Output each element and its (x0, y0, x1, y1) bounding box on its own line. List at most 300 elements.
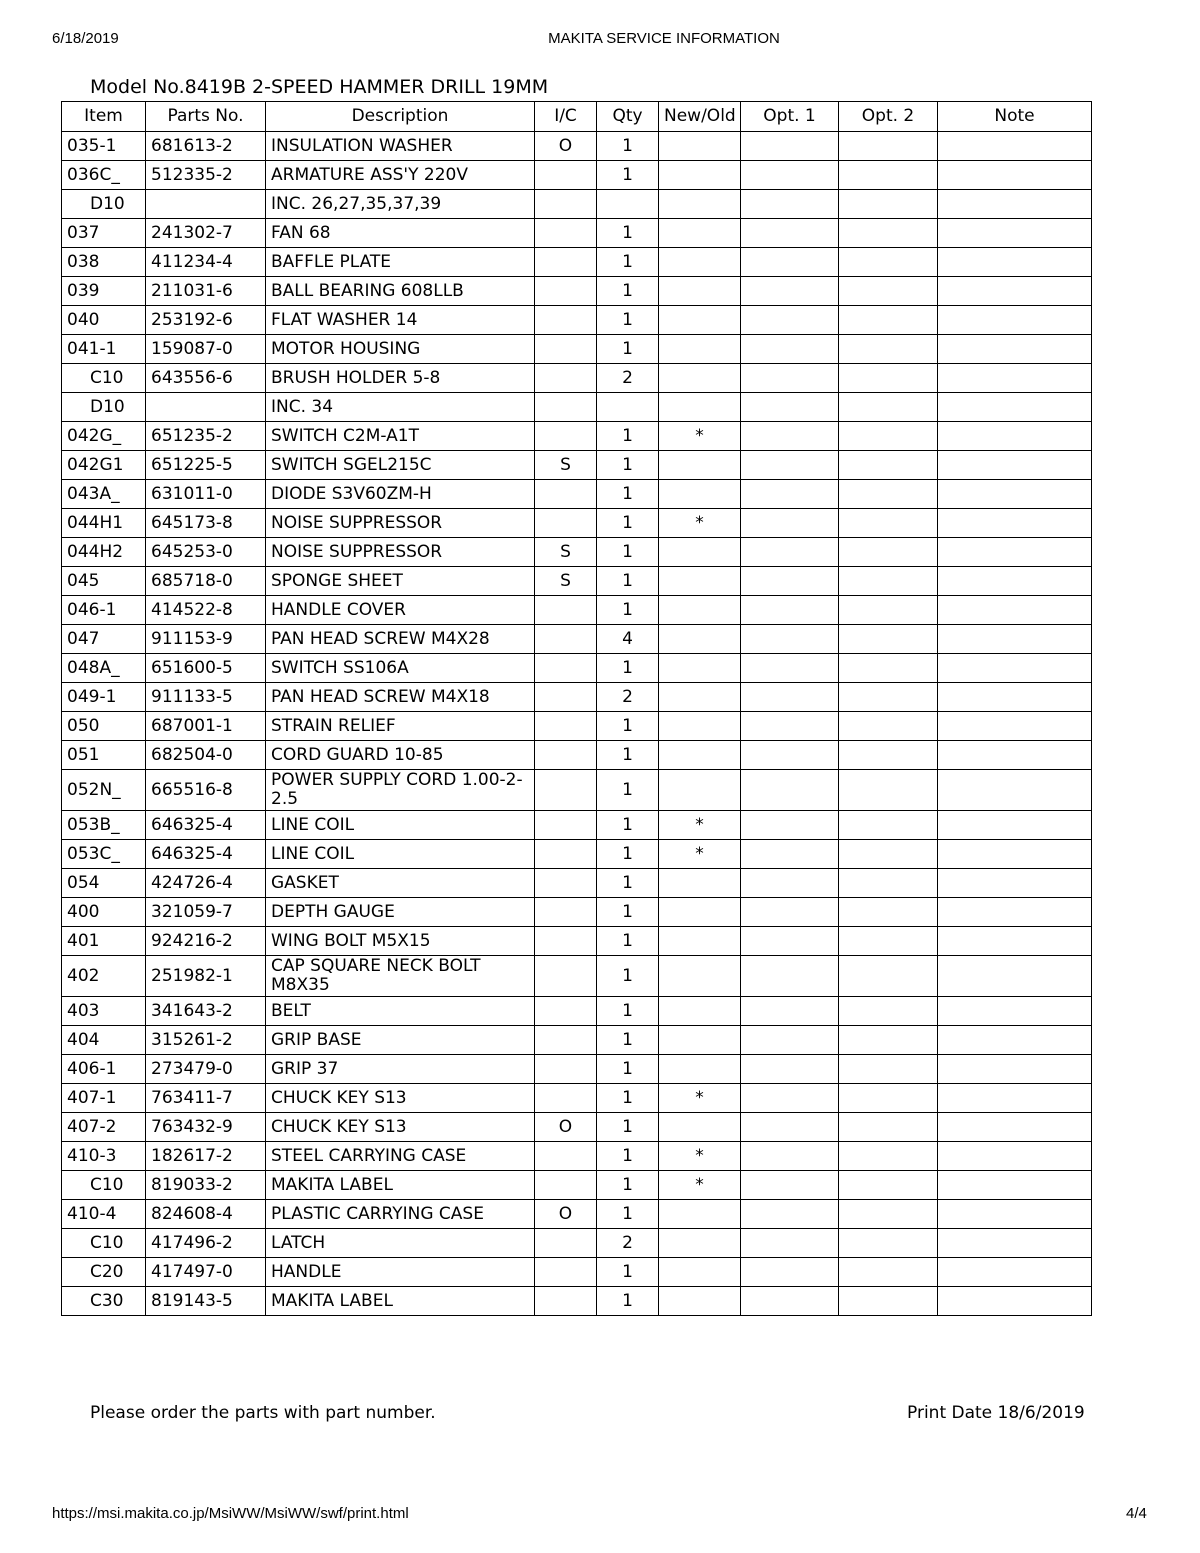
cell-new-old (659, 1287, 741, 1316)
cell-ic (535, 840, 597, 869)
cell-item: 053B_ (62, 811, 146, 840)
table-row (62, 741, 1092, 770)
cell-parts-no: 631011-0 (146, 480, 266, 509)
page-url: https://msi.makita.co.jp/MsiWW/MsiWW/swf/print.html (52, 1505, 409, 1522)
cell-parts-no: 321059-7 (146, 898, 266, 927)
cell-opt2 (839, 898, 938, 927)
cell-ic (535, 1171, 597, 1200)
cell-note (938, 1171, 1092, 1200)
cell-description: POWER SUPPLY CORD 1.00-2-2.5 (266, 770, 535, 811)
cell-note (938, 480, 1092, 509)
cell-qty: 1 (597, 538, 659, 567)
cell-parts-no: 251982-1 (146, 956, 266, 997)
cell-note (938, 625, 1092, 654)
cell-item: 054 (62, 869, 146, 898)
cell-opt1 (741, 335, 839, 364)
cell-opt1 (741, 248, 839, 277)
cell-note (938, 509, 1092, 538)
cell-note (938, 712, 1092, 741)
cell-ic (535, 1258, 597, 1287)
cell-description: BELT (266, 997, 535, 1026)
cell-parts-no: 159087-0 (146, 335, 266, 364)
cell-description: GRIP BASE (266, 1026, 535, 1055)
cell-description: CAP SQUARE NECK BOLT M8X35 (266, 956, 535, 997)
cell-ic (535, 393, 597, 422)
cell-description: HANDLE (266, 1258, 535, 1287)
cell-parts-no (146, 393, 266, 422)
cell-qty: 1 (597, 997, 659, 1026)
table-row (62, 956, 1092, 997)
cell-opt2 (839, 1026, 938, 1055)
parts-table-body (62, 132, 1092, 1316)
cell-qty: 1 (597, 219, 659, 248)
cell-item: 401 (62, 927, 146, 956)
parts-table (61, 101, 1092, 1316)
cell-opt1 (741, 161, 839, 190)
cell-item: 050 (62, 712, 146, 741)
cell-opt1 (741, 1171, 839, 1200)
table-row (62, 190, 1092, 219)
cell-description: ARMATURE ASS'Y 220V (266, 161, 535, 190)
cell-description: DEPTH GAUGE (266, 898, 535, 927)
cell-qty: 1 (597, 1258, 659, 1287)
cell-opt2 (839, 132, 938, 161)
table-row (62, 451, 1092, 480)
cell-opt2 (839, 422, 938, 451)
cell-ic: S (535, 567, 597, 596)
cell-new-old (659, 451, 741, 480)
cell-item: 035-1 (62, 132, 146, 161)
cell-ic (535, 480, 597, 509)
cell-ic (535, 277, 597, 306)
cell-note (938, 1142, 1092, 1171)
cell-new-old (659, 393, 741, 422)
cell-description: PAN HEAD SCREW M4X18 (266, 683, 535, 712)
cell-new-old (659, 1229, 741, 1258)
cell-item: D10 (62, 393, 146, 422)
column-header-item: Item (62, 102, 146, 132)
print-date: Print Date 18/6/2019 (907, 1403, 1085, 1423)
cell-opt2 (839, 1287, 938, 1316)
cell-parts-no: 645173-8 (146, 509, 266, 538)
column-header-qty: Qty (597, 102, 659, 132)
cell-note (938, 1258, 1092, 1287)
cell-opt1 (741, 1258, 839, 1287)
cell-opt2 (839, 1084, 938, 1113)
cell-description: MOTOR HOUSING (266, 335, 535, 364)
cell-parts-no: 819143-5 (146, 1287, 266, 1316)
cell-new-old (659, 869, 741, 898)
table-row (62, 393, 1092, 422)
cell-item: 053C_ (62, 840, 146, 869)
cell-note (938, 161, 1092, 190)
cell-qty: 1 (597, 1171, 659, 1200)
cell-qty: 1 (597, 1055, 659, 1084)
cell-new-old: * (659, 509, 741, 538)
cell-item: 407-1 (62, 1084, 146, 1113)
cell-new-old: * (659, 1171, 741, 1200)
cell-note (938, 538, 1092, 567)
cell-opt1 (741, 811, 839, 840)
cell-note (938, 654, 1092, 683)
cell-note (938, 567, 1092, 596)
cell-parts-no: 651225-5 (146, 451, 266, 480)
cell-note (938, 869, 1092, 898)
cell-item: 043A_ (62, 480, 146, 509)
cell-new-old (659, 567, 741, 596)
cell-parts-no: 924216-2 (146, 927, 266, 956)
cell-parts-no: 182617-2 (146, 1142, 266, 1171)
cell-ic (535, 219, 597, 248)
cell-parts-no: 646325-4 (146, 811, 266, 840)
cell-description: SWITCH SS106A (266, 654, 535, 683)
table-row (62, 277, 1092, 306)
cell-ic (535, 927, 597, 956)
cell-parts-no: 687001-1 (146, 712, 266, 741)
cell-new-old: * (659, 840, 741, 869)
cell-description: LATCH (266, 1229, 535, 1258)
cell-ic: O (535, 132, 597, 161)
cell-new-old (659, 1113, 741, 1142)
table-row (62, 683, 1092, 712)
cell-item: 040 (62, 306, 146, 335)
cell-note (938, 683, 1092, 712)
cell-new-old (659, 596, 741, 625)
cell-ic: O (535, 1113, 597, 1142)
cell-ic: S (535, 451, 597, 480)
cell-qty: 1 (597, 1084, 659, 1113)
cell-item: C10 (62, 1171, 146, 1200)
cell-new-old (659, 1258, 741, 1287)
cell-description: FAN 68 (266, 219, 535, 248)
cell-qty: 1 (597, 306, 659, 335)
cell-opt1 (741, 869, 839, 898)
cell-note (938, 997, 1092, 1026)
cell-opt2 (839, 1229, 938, 1258)
table-row (62, 1113, 1092, 1142)
cell-description: CHUCK KEY S13 (266, 1113, 535, 1142)
cell-description: LINE COIL (266, 840, 535, 869)
cell-opt2 (839, 956, 938, 997)
cell-parts-no: 763432-9 (146, 1113, 266, 1142)
cell-opt1 (741, 1287, 839, 1316)
cell-item: 410-3 (62, 1142, 146, 1171)
cell-parts-no: 211031-6 (146, 277, 266, 306)
cell-ic (535, 625, 597, 654)
cell-description: GASKET (266, 869, 535, 898)
cell-parts-no: 417496-2 (146, 1229, 266, 1258)
cell-opt1 (741, 898, 839, 927)
cell-new-old (659, 927, 741, 956)
cell-note (938, 770, 1092, 811)
cell-ic (535, 654, 597, 683)
table-row (62, 1084, 1092, 1113)
cell-item: 410-4 (62, 1200, 146, 1229)
cell-item: C20 (62, 1258, 146, 1287)
cell-qty: 1 (597, 840, 659, 869)
cell-qty: 1 (597, 248, 659, 277)
table-row (62, 712, 1092, 741)
cell-description: INC. 34 (266, 393, 535, 422)
cell-opt1 (741, 1113, 839, 1142)
cell-note (938, 306, 1092, 335)
cell-description: STRAIN RELIEF (266, 712, 535, 741)
cell-ic (535, 1229, 597, 1258)
cell-opt1 (741, 1200, 839, 1229)
cell-ic (535, 422, 597, 451)
cell-opt1 (741, 538, 839, 567)
cell-item: 051 (62, 741, 146, 770)
cell-new-old (659, 190, 741, 219)
cell-parts-no: 241302-7 (146, 219, 266, 248)
cell-ic (535, 1026, 597, 1055)
table-row (62, 1055, 1092, 1084)
cell-note (938, 1287, 1092, 1316)
cell-ic (535, 898, 597, 927)
cell-qty: 1 (597, 277, 659, 306)
column-header-ic: I/C (535, 102, 597, 132)
cell-parts-no: 411234-4 (146, 248, 266, 277)
cell-note (938, 219, 1092, 248)
cell-new-old (659, 248, 741, 277)
cell-parts-no: 315261-2 (146, 1026, 266, 1055)
cell-new-old (659, 480, 741, 509)
header-title: MAKITA SERVICE INFORMATION (548, 30, 780, 47)
cell-new-old (659, 364, 741, 393)
cell-opt1 (741, 364, 839, 393)
cell-new-old (659, 161, 741, 190)
table-row (62, 1200, 1092, 1229)
cell-item: 042G_ (62, 422, 146, 451)
cell-parts-no: 414522-8 (146, 596, 266, 625)
cell-opt2 (839, 480, 938, 509)
cell-parts-no: 911133-5 (146, 683, 266, 712)
table-row (62, 538, 1092, 567)
cell-new-old (659, 1026, 741, 1055)
cell-opt2 (839, 997, 938, 1026)
cell-parts-no: 341643-2 (146, 997, 266, 1026)
cell-item: 041-1 (62, 335, 146, 364)
cell-qty: 1 (597, 956, 659, 997)
cell-item: C30 (62, 1287, 146, 1316)
cell-description: SWITCH SGEL215C (266, 451, 535, 480)
cell-qty: 1 (597, 567, 659, 596)
table-row (62, 654, 1092, 683)
cell-item: C10 (62, 1229, 146, 1258)
cell-item: 042G1 (62, 451, 146, 480)
cell-item: 404 (62, 1026, 146, 1055)
cell-parts-no: 273479-0 (146, 1055, 266, 1084)
table-row (62, 422, 1092, 451)
table-row (62, 567, 1092, 596)
cell-note (938, 956, 1092, 997)
cell-note (938, 1229, 1092, 1258)
cell-opt2 (839, 683, 938, 712)
cell-description: NOISE SUPPRESSOR (266, 538, 535, 567)
cell-note (938, 1084, 1092, 1113)
cell-ic (535, 1055, 597, 1084)
cell-new-old (659, 219, 741, 248)
table-row (62, 480, 1092, 509)
cell-item: 037 (62, 219, 146, 248)
cell-qty: 1 (597, 741, 659, 770)
cell-item: 402 (62, 956, 146, 997)
cell-opt2 (839, 219, 938, 248)
table-row (62, 997, 1092, 1026)
table-row (62, 869, 1092, 898)
cell-ic: S (535, 538, 597, 567)
cell-parts-no: 645253-0 (146, 538, 266, 567)
cell-opt1 (741, 567, 839, 596)
cell-qty: 2 (597, 1229, 659, 1258)
cell-new-old (659, 306, 741, 335)
cell-new-old (659, 132, 741, 161)
cell-ic (535, 248, 597, 277)
cell-qty: 1 (597, 422, 659, 451)
cell-qty: 1 (597, 927, 659, 956)
cell-parts-no: 424726-4 (146, 869, 266, 898)
cell-new-old: * (659, 1084, 741, 1113)
table-row (62, 1171, 1092, 1200)
cell-parts-no: 911153-9 (146, 625, 266, 654)
cell-description: NOISE SUPPRESSOR (266, 509, 535, 538)
cell-item: D10 (62, 190, 146, 219)
cell-new-old (659, 1200, 741, 1229)
cell-item: 045 (62, 567, 146, 596)
cell-opt1 (741, 1084, 839, 1113)
cell-new-old (659, 997, 741, 1026)
cell-note (938, 1200, 1092, 1229)
cell-new-old (659, 625, 741, 654)
cell-opt1 (741, 422, 839, 451)
table-row (62, 509, 1092, 538)
cell-ic (535, 306, 597, 335)
header-date: 6/18/2019 (52, 30, 119, 47)
cell-opt2 (839, 596, 938, 625)
cell-qty: 2 (597, 683, 659, 712)
cell-qty: 1 (597, 1142, 659, 1171)
cell-parts-no (146, 190, 266, 219)
cell-item: 046-1 (62, 596, 146, 625)
cell-ic (535, 335, 597, 364)
table-row (62, 898, 1092, 927)
table-row (62, 132, 1092, 161)
cell-opt1 (741, 509, 839, 538)
cell-note (938, 1055, 1092, 1084)
cell-parts-no: 681613-2 (146, 132, 266, 161)
cell-ic (535, 811, 597, 840)
cell-note (938, 741, 1092, 770)
cell-qty (597, 393, 659, 422)
cell-parts-no: 643556-6 (146, 364, 266, 393)
cell-opt2 (839, 335, 938, 364)
cell-qty: 4 (597, 625, 659, 654)
cell-qty: 1 (597, 1200, 659, 1229)
cell-parts-no: 512335-2 (146, 161, 266, 190)
cell-description: SWITCH C2M-A1T (266, 422, 535, 451)
cell-item: 403 (62, 997, 146, 1026)
page-number: 4/4 (1126, 1505, 1147, 1522)
cell-ic (535, 1084, 597, 1113)
cell-item: 406-1 (62, 1055, 146, 1084)
cell-new-old (659, 538, 741, 567)
cell-ic (535, 596, 597, 625)
cell-new-old (659, 956, 741, 997)
column-header-description: Description (266, 102, 535, 132)
cell-qty: 1 (597, 480, 659, 509)
cell-opt2 (839, 869, 938, 898)
table-row (62, 1229, 1092, 1258)
cell-new-old (659, 712, 741, 741)
document-title: Model No.8419B 2-SPEED HAMMER DRILL 19MM (90, 76, 549, 98)
table-row (62, 1287, 1092, 1316)
cell-description: LINE COIL (266, 811, 535, 840)
cell-opt2 (839, 840, 938, 869)
cell-opt2 (839, 451, 938, 480)
table-row (62, 927, 1092, 956)
cell-opt1 (741, 1142, 839, 1171)
cell-note (938, 422, 1092, 451)
table-row (62, 306, 1092, 335)
cell-opt1 (741, 770, 839, 811)
cell-qty (597, 190, 659, 219)
cell-ic (535, 683, 597, 712)
cell-opt2 (839, 1258, 938, 1287)
table-row (62, 219, 1092, 248)
cell-opt1 (741, 840, 839, 869)
cell-parts-no: 685718-0 (146, 567, 266, 596)
cell-new-old: * (659, 1142, 741, 1171)
cell-opt2 (839, 364, 938, 393)
cell-parts-no: 651235-2 (146, 422, 266, 451)
cell-description: FLAT WASHER 14 (266, 306, 535, 335)
cell-opt2 (839, 161, 938, 190)
cell-ic (535, 869, 597, 898)
cell-note (938, 1113, 1092, 1142)
column-header-parts-no: Parts No. (146, 102, 266, 132)
cell-item: 036C_ (62, 161, 146, 190)
cell-opt2 (839, 811, 938, 840)
cell-ic (535, 956, 597, 997)
cell-opt2 (839, 1142, 938, 1171)
cell-item: 044H1 (62, 509, 146, 538)
cell-opt2 (839, 190, 938, 219)
cell-qty: 1 (597, 335, 659, 364)
cell-opt2 (839, 1113, 938, 1142)
cell-opt2 (839, 741, 938, 770)
cell-note (938, 132, 1092, 161)
table-row (62, 811, 1092, 840)
cell-qty: 1 (597, 898, 659, 927)
cell-item: 044H2 (62, 538, 146, 567)
cell-item: 049-1 (62, 683, 146, 712)
cell-item: 039 (62, 277, 146, 306)
cell-ic (535, 712, 597, 741)
cell-item: 038 (62, 248, 146, 277)
cell-note (938, 840, 1092, 869)
table-row (62, 335, 1092, 364)
cell-description: BAFFLE PLATE (266, 248, 535, 277)
cell-note (938, 451, 1092, 480)
cell-item: 400 (62, 898, 146, 927)
cell-ic (535, 1287, 597, 1316)
cell-opt1 (741, 927, 839, 956)
cell-new-old (659, 898, 741, 927)
cell-note (938, 898, 1092, 927)
table-row (62, 770, 1092, 811)
cell-opt1 (741, 625, 839, 654)
cell-opt1 (741, 451, 839, 480)
